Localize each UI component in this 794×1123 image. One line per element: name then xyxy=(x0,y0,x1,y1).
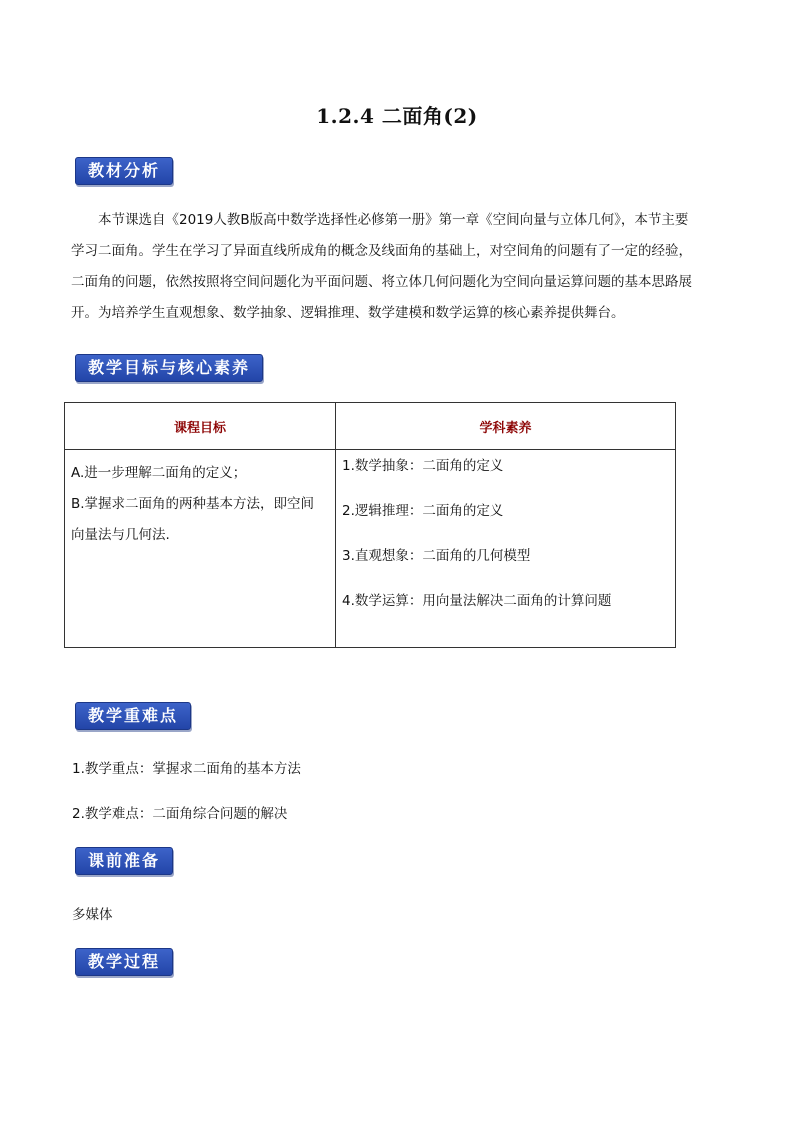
section-badge-keypoints: 教学重难点 xyxy=(75,702,191,730)
section-badge-prep: 课前准备 xyxy=(75,847,173,875)
analysis-line: 二面角的问题，依然按照将空间问题化为平面问题、将立体几何问题化为空间向量运算问题的基本思路展 xyxy=(71,274,692,290)
literacy-item: 1.数学抽象：二面角的定义 xyxy=(342,458,504,474)
goal-item: 向量法与几何法. xyxy=(71,527,170,543)
goal-item: A.进一步理解二面角的定义； xyxy=(71,465,247,481)
keypoint-item: 1.教学重点：掌握求二面角的基本方法 xyxy=(72,761,301,777)
section-badge-goals: 教学目标与核心素养 xyxy=(75,354,263,382)
section-badge-process: 教学过程 xyxy=(75,948,173,976)
analysis-line: 本节课选自《2019人教B版高中数学选择性必修第一册》第一章《空间向量与立体几何》，本节主要 xyxy=(98,212,689,228)
literacy-item: 4.数学运算：用向量法解决二面角的计算问题 xyxy=(342,593,612,609)
keypoint-item: 2.教学难点：二面角综合问题的解决 xyxy=(72,806,288,822)
table-header-course-goals: 课程目标 xyxy=(65,403,336,450)
section-badge-analysis: 教材分析 xyxy=(75,157,173,185)
page-title: 1.2.4 二面角(2) xyxy=(316,104,478,128)
table-header-core-literacy: 学科素养 xyxy=(336,403,676,450)
goal-item: B.掌握求二面角的两种基本方法，即空间 xyxy=(71,496,315,512)
goals-table xyxy=(64,402,676,648)
literacy-item: 2.逻辑推理：二面角的定义 xyxy=(342,503,504,519)
analysis-paragraph xyxy=(71,205,721,329)
prep-text: 多媒体 xyxy=(72,907,113,923)
core-literacy-cell xyxy=(336,450,676,648)
literacy-item: 3.直观想象：二面角的几何模型 xyxy=(342,548,531,564)
course-goals-cell xyxy=(65,450,336,648)
analysis-line: 开。为培养学生直观想象、数学抽象、逻辑推理、数学建模和数学运算的核心素养提供舞台。 xyxy=(71,305,625,321)
analysis-line: 学习二面角。学生在学习了异面直线所成角的概念及线面角的基础上，对空间角的问题有了一定的经验， xyxy=(71,243,692,259)
